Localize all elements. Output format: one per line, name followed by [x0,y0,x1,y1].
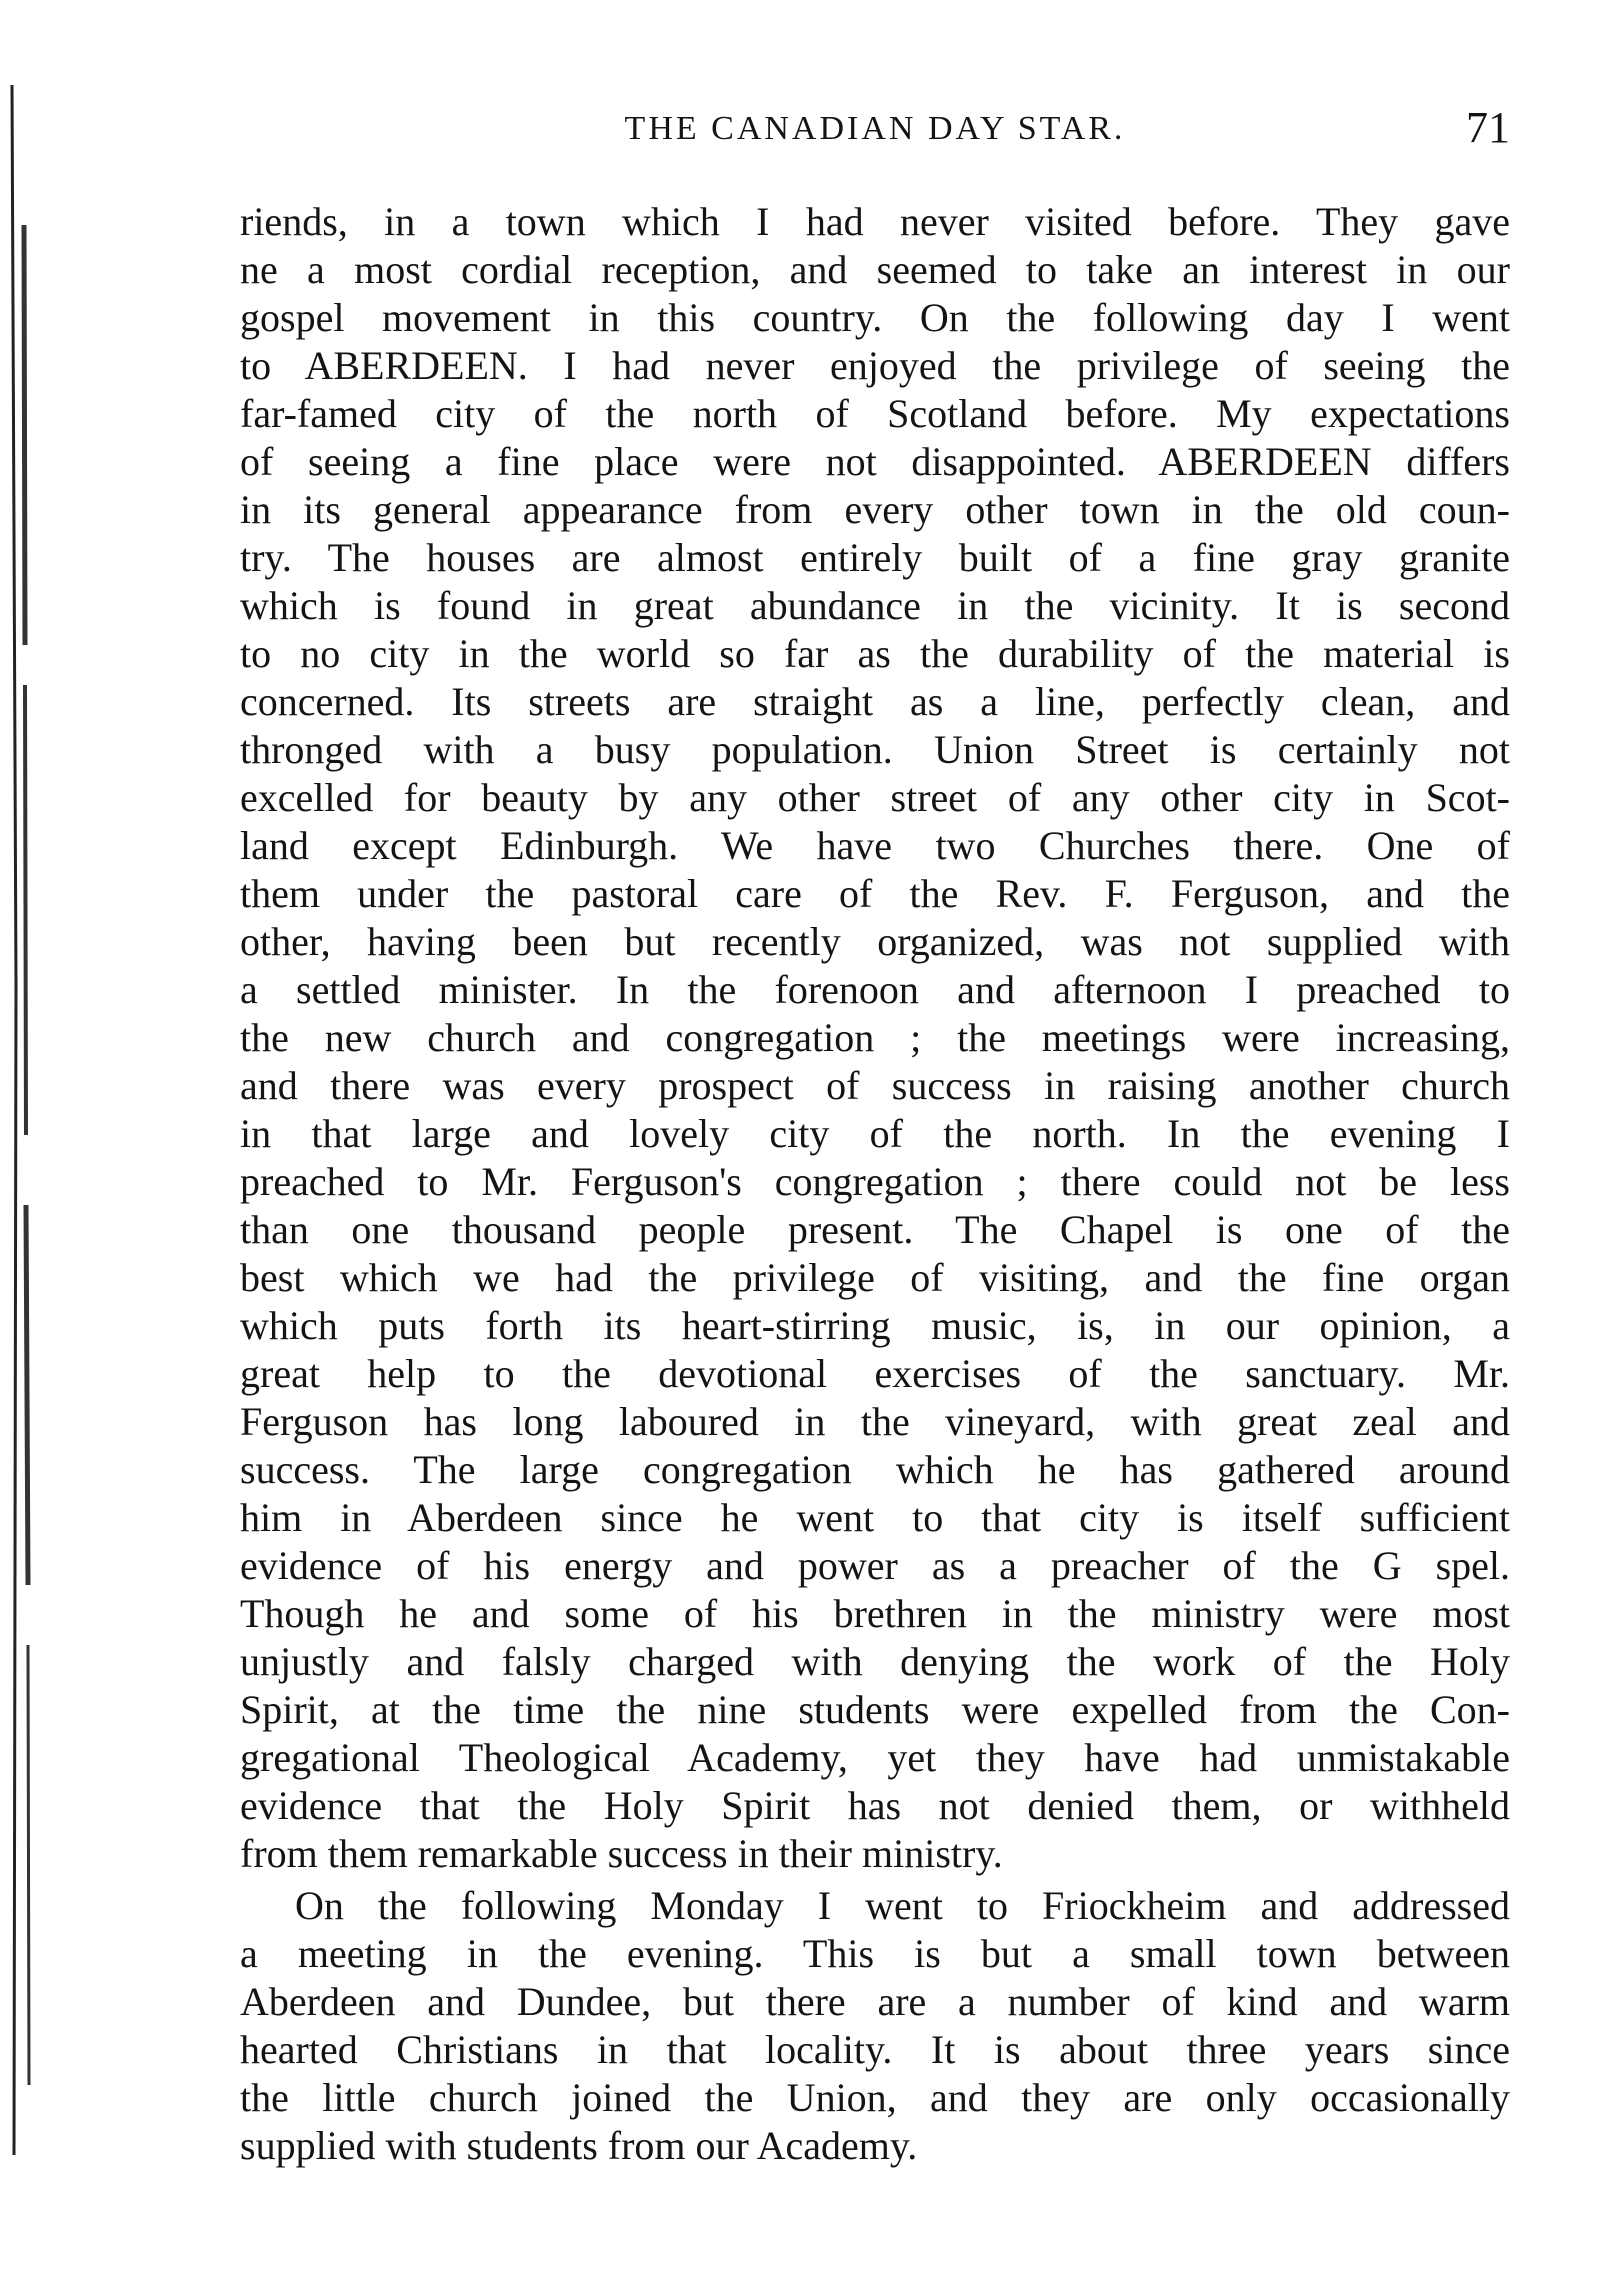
text-line: unjustly and falsly charged with denying the work of the Holy [240,1639,1510,1684]
text-line: in that large and lovely city of the north. In the evening I [240,1111,1510,1156]
text-line: Aberdeen and Dundee, but there are a number of kind and warm [240,1979,1510,2024]
text-line: try. The houses are almost entirely built of a fine gray granite [240,535,1510,580]
text-line: a meeting in the evening. This is but a small town between [240,1931,1510,1976]
text-line: to ABERDEEN. I had never enjoyed the privilege of seeing the [240,343,1510,388]
text-line: which puts forth its heart-stirring music, is, in our opinion, a [240,1303,1510,1348]
text-line: best which we had the privilege of visiting, and the fine organ [240,1255,1510,1300]
header-title: THE CANADIAN DAY STAR. [624,110,1126,147]
running-head [240,100,1510,160]
text-line: thronged with a busy population. Union Street is certainly not [240,727,1510,772]
text-line: them under the pastoral care of the Rev. F. Ferguson, and the [240,871,1510,916]
text-line: riends, in a town which I had never visited before. They gave [240,199,1510,244]
text-line: gregational Theological Academy, yet they have had unmistakable [240,1735,1510,1780]
text-line: Ferguson has long laboured in the vineyard, with great zeal and [240,1399,1510,1444]
text-line: the new church and congregation ; the meetings were increasing, [240,1015,1510,1060]
text-line: of seeing a fine place were not disappointed. ABERDEEN differs [240,439,1510,484]
paragraph-first-line: On the following Monday I went to Friockheim and addressed [295,1883,1510,1928]
text-line: the little church joined the Union, and they are only occasionally [240,2075,1510,2120]
text-line: supplied with students from our Academy. [240,2123,918,2168]
text-line: gospel movement in this country. On the following day I went [240,295,1510,340]
text-line: him in Aberdeen since he went to that city is itself sufficient [240,1495,1510,1540]
page-number: 71 [1466,103,1510,152]
text-line: Spirit, at the time the nine students were expelled from the Con- [240,1687,1510,1732]
text-line: to no city in the world so far as the durability of the material is [240,631,1510,676]
text-line: than one thousand people present. The Chapel is one of the [240,1207,1510,1252]
text-line: excelled for beauty by any other street of any other city in Scot- [240,775,1510,820]
text-line: hearted Christians in that locality. It is about three years since [240,2027,1510,2072]
text-line: Though he and some of his brethren in the ministry were most [240,1591,1510,1636]
text-line: other, having been but recently organized, was not supplied with [240,919,1510,964]
text-line: a settled minister. In the forenoon and afternoon I preached to [240,967,1510,1012]
text-line: land except Edinburgh. We have two Churches there. One of [240,823,1510,868]
text-line: in its general appearance from every other town in the old coun- [240,487,1510,532]
text-line: evidence of his energy and power as a preacher of the G spel. [240,1543,1510,1588]
text-line: which is found in great abundance in the vicinity. It is second [240,583,1510,628]
text-line: ne a most cordial reception, and seemed to take an interest in our [240,247,1510,292]
page-binding-edge [6,85,34,2155]
text-line: and there was every prospect of success in raising another church [240,1063,1510,1108]
text-line: preached to Mr. Ferguson's congregation ; there could not be less [240,1159,1510,1204]
text-line: success. The large congregation which he has gathered around [240,1447,1510,1492]
text-line: far-famed city of the north of Scotland before. My expectations [240,391,1510,436]
text-body [240,198,1510,2170]
text-line: concerned. Its streets are straight as a line, perfectly clean, and [240,679,1510,724]
text-line: from them remarkable success in their ministry. [240,1831,1003,1876]
text-line: great help to the devotional exercises of the sanctuary. Mr. [240,1351,1510,1396]
text-line: evidence that the Holy Spirit has not denied them, or withheld [240,1783,1510,1828]
